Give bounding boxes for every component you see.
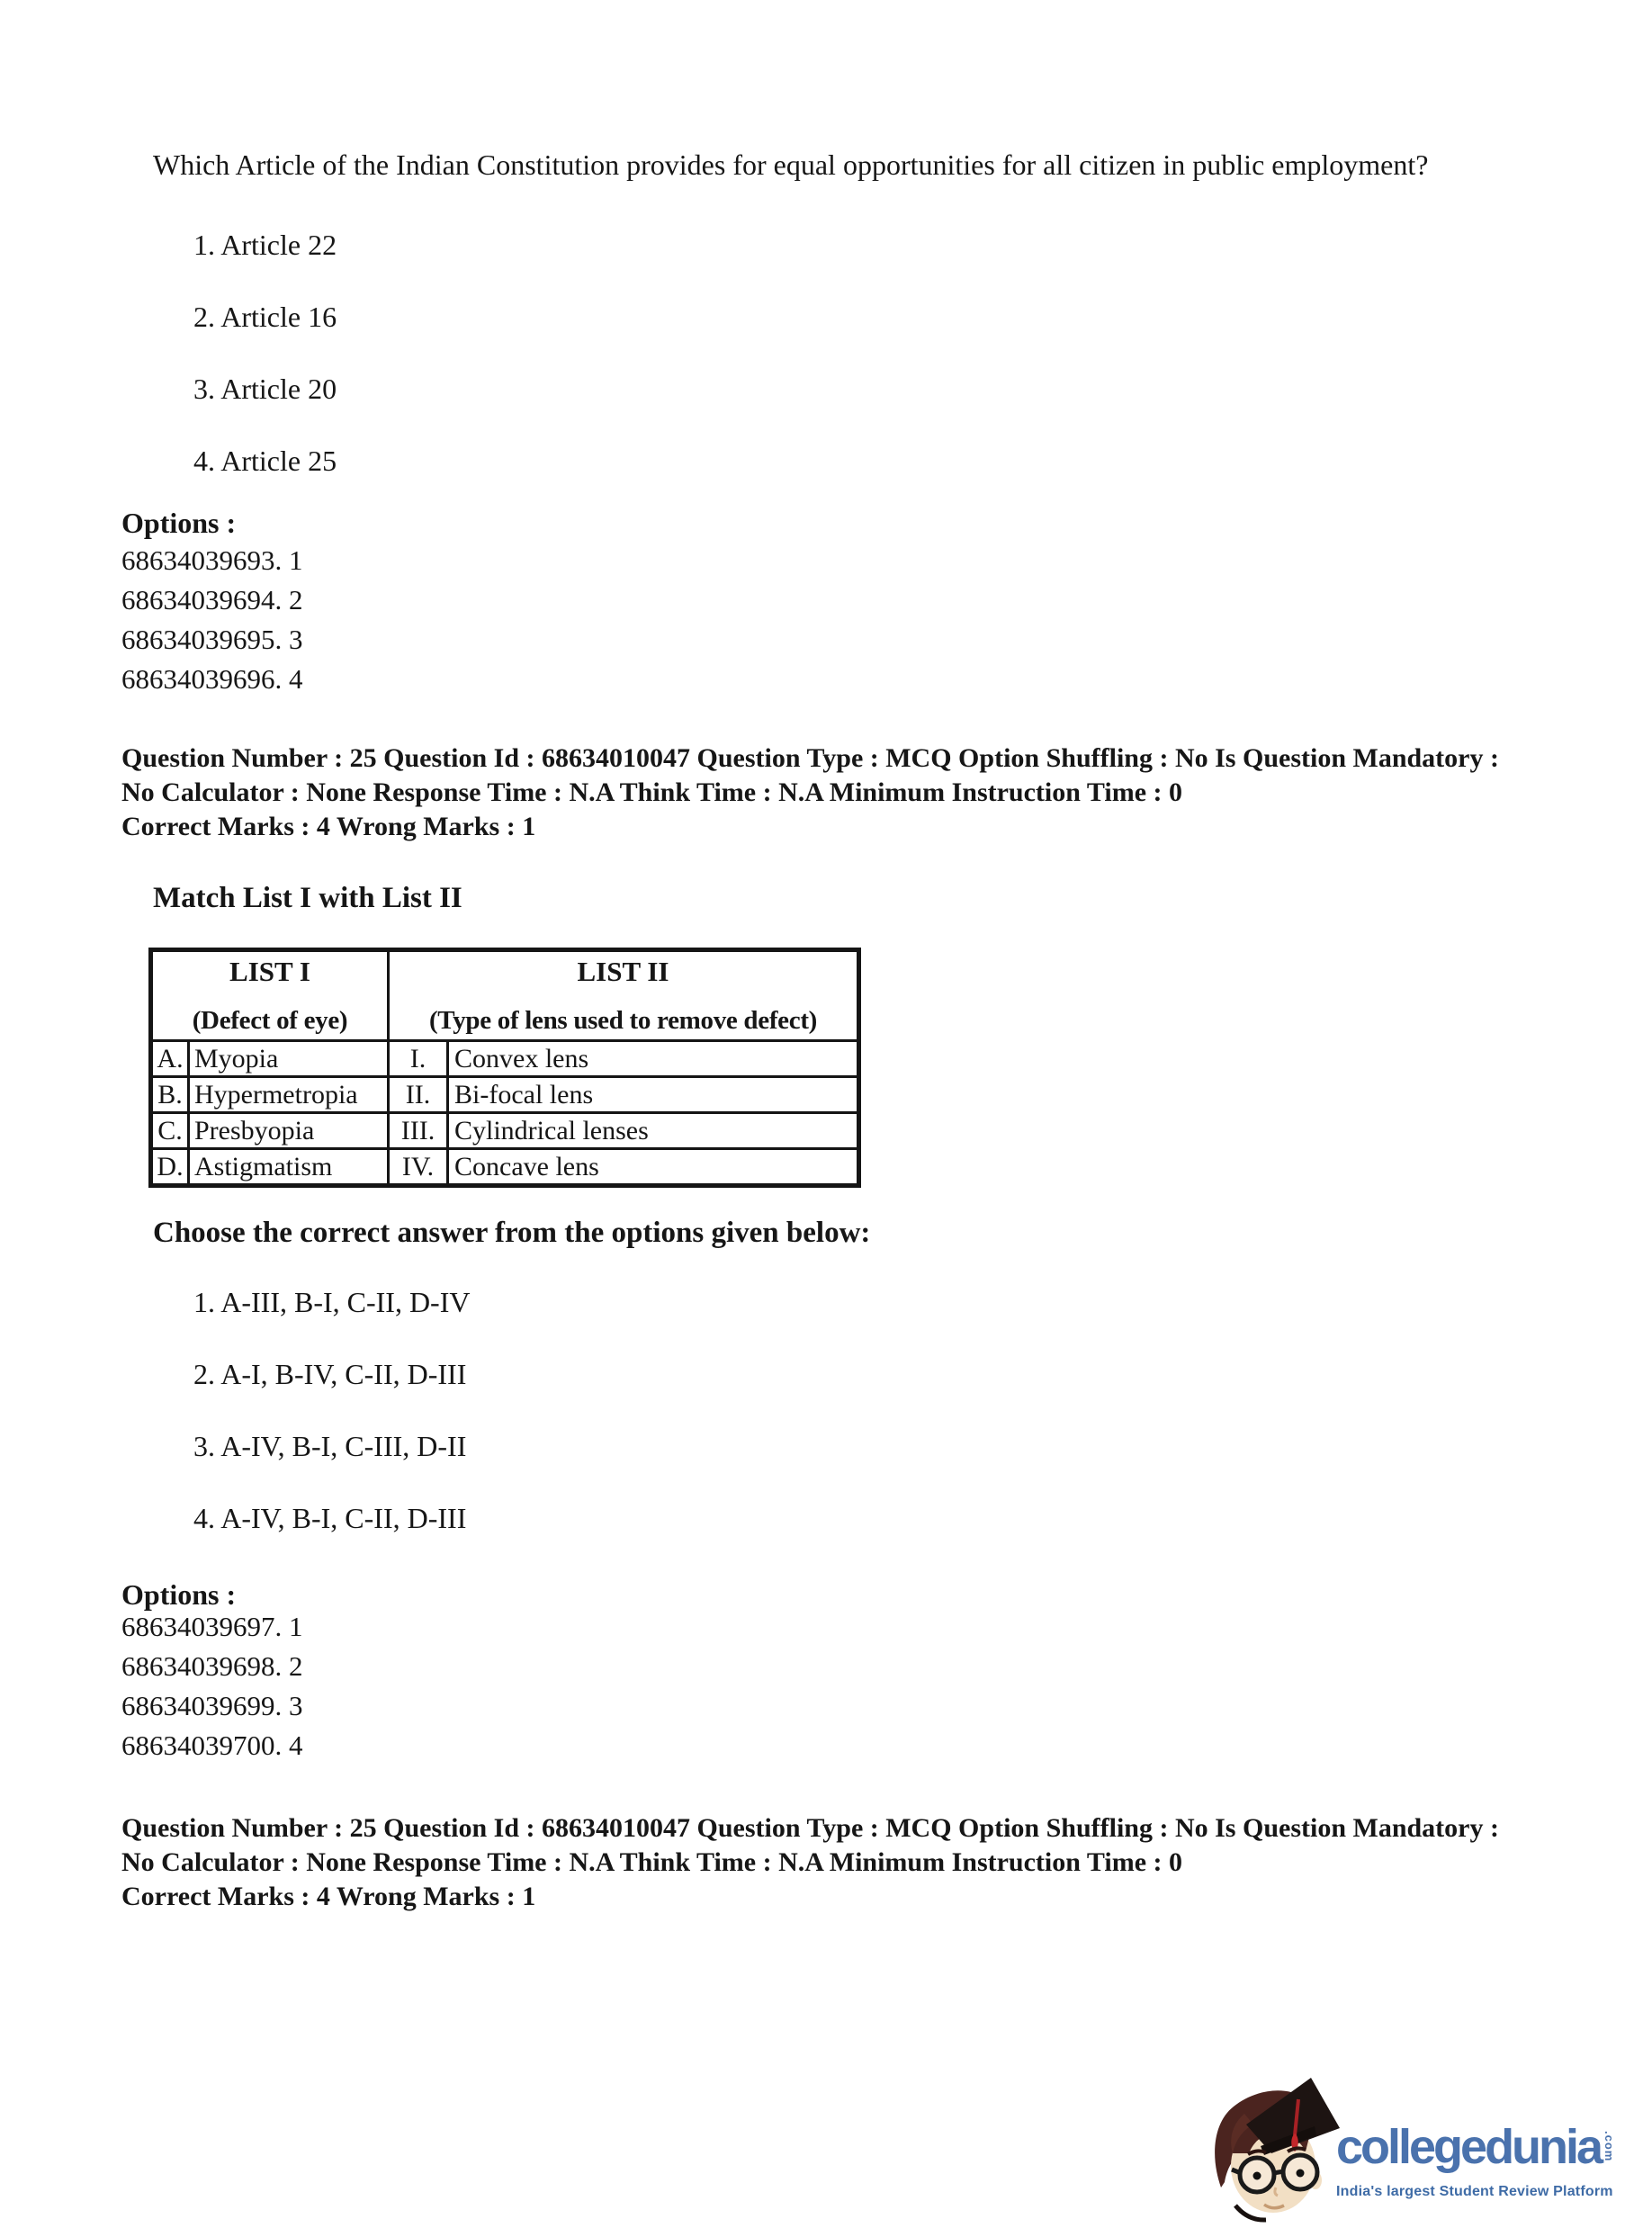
option-id-line: 68634039697. 1 [121,1611,303,1642]
question-meta-line: No Calculator : None Response Time : N.A Think Time : N.A Minimum Instruction Time : 0 [121,777,1182,807]
row-term: Myopia [189,1041,389,1077]
option-id-line: 68634039696. 4 [121,663,303,695]
row-lens: Cylindrical lenses [448,1113,859,1149]
row-roman: II. [389,1077,448,1113]
row-lens: Bi-focal lens [448,1077,859,1113]
question-meta-line: Question Number : 25 Question Id : 68634010047 Question Type : MCQ Option Shuffling : No Is Question Mandatory : [121,1813,1499,1843]
question-option: 4. Article 25 [193,445,337,477]
row-letter: A. [151,1041,189,1077]
collegedunia-tagline: India's largest Student Review Platform [1336,2184,1613,2199]
table-row [151,1113,859,1149]
row-letter: D. [151,1149,189,1186]
option-id-list [121,1607,303,1765]
collegedunia-logo [1208,2065,1652,2228]
question-option-list [193,228,337,516]
collegedunia-wordmark: collegedunia [1336,2120,1602,2174]
question-option: 3. Article 20 [193,373,337,405]
question-meta-line: Correct Marks : 4 Wrong Marks : 1 [121,1882,536,1911]
table-row [151,1041,859,1077]
list1-title: LIST I [229,956,310,987]
row-lens: Concave lens [448,1149,859,1186]
list2-header-cell [389,950,859,1041]
row-roman: I. [389,1041,448,1077]
question-option: 1. Article 22 [193,229,337,261]
row-term: Presbyopia [189,1113,389,1149]
question-meta-line: Correct Marks : 4 Wrong Marks : 1 [121,812,536,841]
option-id-list [121,541,303,699]
question-metadata [121,741,1499,844]
logo-text-block [1336,2120,1617,2200]
list1-header-cell [151,950,389,1041]
match-list-heading: Match List I with List II [153,882,462,914]
row-letter: C. [151,1113,189,1149]
table-header-row [151,950,859,1041]
question-metadata [121,1811,1499,1914]
option-id-line: 68634039698. 2 [121,1650,303,1682]
option-id-line: 68634039699. 3 [121,1690,303,1721]
row-term: Astigmatism [189,1149,389,1186]
row-letter: B. [151,1077,189,1113]
choose-answer-heading: Choose the correct answer from the options given below: [153,1217,871,1249]
row-term: Hypermetropia [189,1077,389,1113]
row-roman: III. [389,1113,448,1149]
answer-option-list [193,1285,470,1573]
option-id-line: 68634039693. 1 [121,544,303,576]
table-row [151,1077,859,1113]
list2-subtitle: (Type of lens used to remove defect) [428,1006,818,1035]
answer-option: 1. A-III, B-I, C-II, D-IV [193,1286,471,1318]
list1-subtitle: (Defect of eye) [192,1006,348,1035]
question-meta-line: No Calculator : None Response Time : N.A Think Time : N.A Minimum Instruction Time : 0 [121,1847,1182,1877]
answer-option: 4. A-IV, B-I, C-II, D-III [193,1502,467,1534]
collegedunia-mascot-icon [1208,2071,1343,2224]
options-label: Options : [121,507,237,539]
row-roman: IV. [389,1149,448,1186]
option-id-line: 68634039695. 3 [121,624,303,655]
option-id-line: 68634039700. 4 [121,1729,303,1761]
answer-option: 3. A-IV, B-I, C-III, D-II [193,1430,467,1462]
list2-title: LIST II [577,956,669,987]
question-option: 2. Article 16 [193,301,337,333]
question-text: Which Article of the Indian Constitution provides for equal opportunities for all citizen in public employment? [153,148,1429,181]
question-meta-line: Question Number : 25 Question Id : 68634010047 Question Type : MCQ Option Shuffling : No Is Question Mandatory : [121,743,1499,773]
options-label: Options : [121,1578,237,1611]
row-lens: Convex lens [448,1041,859,1077]
collegedunia-tld: .com [1603,2131,1617,2162]
table-row [151,1149,859,1186]
match-list-table [148,948,861,1188]
option-id-line: 68634039694. 2 [121,584,303,615]
answer-option: 2. A-I, B-IV, C-II, D-III [193,1358,467,1390]
